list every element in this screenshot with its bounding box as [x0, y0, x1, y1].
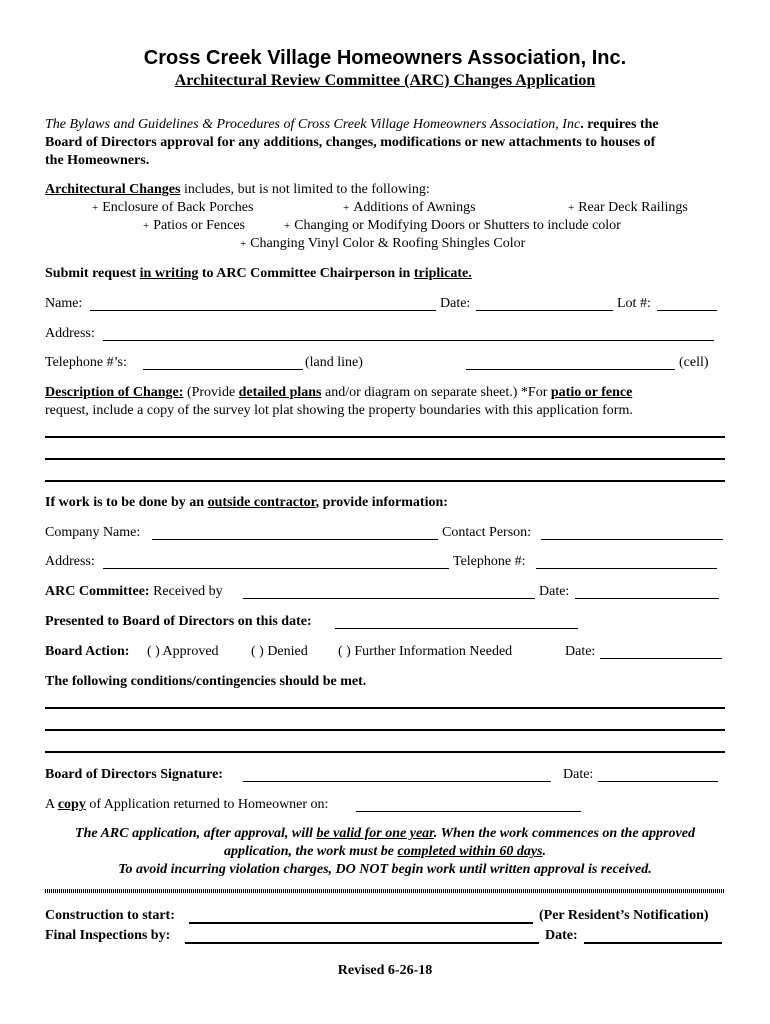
- address-label: Address:: [45, 326, 95, 341]
- inspections-label: Final Inspections by:: [45, 928, 171, 943]
- arc-date-label: Date:: [539, 584, 570, 599]
- cell-field[interactable]: [466, 357, 675, 370]
- intro-line2: Board of Directors approval for any additions, changes, modifications or new attachments to houses of: [45, 135, 656, 150]
- conditions-label: The following conditions/contingencies should be met.: [45, 674, 367, 689]
- company-field[interactable]: [152, 527, 438, 540]
- contractor-heading: If work is to be done by an outside contractor, provide information:: [45, 495, 448, 510]
- approved-checkbox[interactable]: ( ) Approved: [147, 644, 219, 659]
- change-item-1: + Enclosure of Back Porches: [92, 200, 254, 215]
- board-action-label: Board Action:: [45, 644, 130, 659]
- submit-instructions: Submit request in writing to ARC Committee Chairperson in triplicate.: [45, 266, 472, 281]
- construction-field[interactable]: [189, 910, 533, 924]
- name-label: Name:: [45, 296, 83, 311]
- notice-line2: application, the work must be completed within 60 days.: [223, 844, 547, 859]
- contractor-address-label: Address:: [45, 554, 95, 569]
- contact-field[interactable]: [541, 527, 723, 540]
- lot-field[interactable]: [657, 298, 717, 311]
- notice-line1: The ARC application, after approval, will be valid for one year. When the work commences on the approved: [75, 826, 695, 841]
- description-line1: Description of Change: (Provide detailed plans and/or diagram on separate sheet.) *For patio or fence: [45, 385, 633, 400]
- construction-label: Construction to start:: [45, 908, 175, 923]
- presented-label: Presented to Board of Directors on this date:: [45, 614, 312, 629]
- denied-checkbox[interactable]: ( ) Denied: [251, 644, 308, 659]
- page-title: Cross Creek Village Homeowners Association, Inc.: [143, 47, 627, 69]
- signature-date-label: Date:: [563, 767, 594, 782]
- signature-label: Board of Directors Signature:: [45, 767, 223, 782]
- land-line-field[interactable]: [143, 357, 303, 370]
- date-field[interactable]: [476, 298, 613, 311]
- conditions-line-2[interactable]: [45, 729, 725, 731]
- page-subtitle: Architectural Review Committee (ARC) Changes Application: [174, 72, 596, 89]
- description-line-3[interactable]: [45, 480, 725, 482]
- intro-line3: the Homeowners.: [45, 153, 150, 168]
- description-line2: request, include a copy of the survey lot plat showing the property boundaries with this application form.: [45, 403, 633, 418]
- presented-field[interactable]: [335, 616, 578, 629]
- dotted-divider: [45, 889, 725, 893]
- company-label: Company Name:: [45, 525, 141, 540]
- contractor-telephone-field[interactable]: [536, 556, 717, 569]
- cell-label: (cell): [679, 355, 709, 370]
- change-item-3: + Rear Deck Railings: [568, 200, 688, 215]
- copy-returned-field[interactable]: [356, 799, 581, 812]
- intro-line1: The Bylaws and Guidelines & Procedures of Cross Creek Village Homeowners Association, Inc. requires the: [45, 117, 659, 132]
- action-date-label: Date:: [565, 644, 596, 659]
- land-line-label: (land line): [305, 355, 363, 370]
- notification-label: (Per Resident’s Notification): [539, 908, 709, 923]
- arc-date-field[interactable]: [575, 586, 719, 599]
- change-item-6: + Changing Vinyl Color & Roofing Shingles Color: [240, 236, 526, 251]
- action-date-field[interactable]: [600, 646, 722, 659]
- name-field[interactable]: [90, 298, 436, 311]
- change-item-5: + Changing or Modifying Doors or Shutters to include color: [284, 218, 621, 233]
- signature-date-field[interactable]: [598, 769, 718, 782]
- inspections-date-field[interactable]: [584, 930, 722, 944]
- arc-received-field[interactable]: [243, 586, 535, 599]
- description-line-2[interactable]: [45, 458, 725, 460]
- copy-returned: A copy of Application returned to Homeowner on:: [45, 797, 329, 812]
- change-item-2: + Additions of Awnings: [343, 200, 476, 215]
- contractor-address-field[interactable]: [103, 556, 449, 569]
- telephone-label: Telephone #’s:: [45, 355, 127, 370]
- conditions-line-3[interactable]: [45, 751, 725, 753]
- notice-line3: To avoid incurring violation charges, DO NOT begin work until written approval is received.: [118, 862, 652, 877]
- contact-label: Contact Person:: [442, 525, 532, 540]
- signature-field[interactable]: [243, 769, 551, 782]
- lot-label: Lot #:: [617, 296, 651, 311]
- inspections-field[interactable]: [185, 930, 539, 944]
- address-field[interactable]: [103, 328, 714, 341]
- revision-date: Revised 6-26-18: [337, 963, 433, 978]
- arc-received: ARC Committee: Received by: [45, 584, 223, 599]
- date-label: Date:: [440, 296, 471, 311]
- changes-intro: Architectural Changes includes, but is not limited to the following:: [45, 182, 430, 197]
- conditions-line-1[interactable]: [45, 707, 725, 709]
- inspections-date-label: Date:: [545, 928, 578, 943]
- contractor-telephone-label: Telephone #:: [453, 554, 526, 569]
- description-line-1[interactable]: [45, 436, 725, 438]
- change-item-4: + Patios or Fences: [143, 218, 245, 233]
- further-info-checkbox[interactable]: ( ) Further Information Needed: [338, 644, 513, 659]
